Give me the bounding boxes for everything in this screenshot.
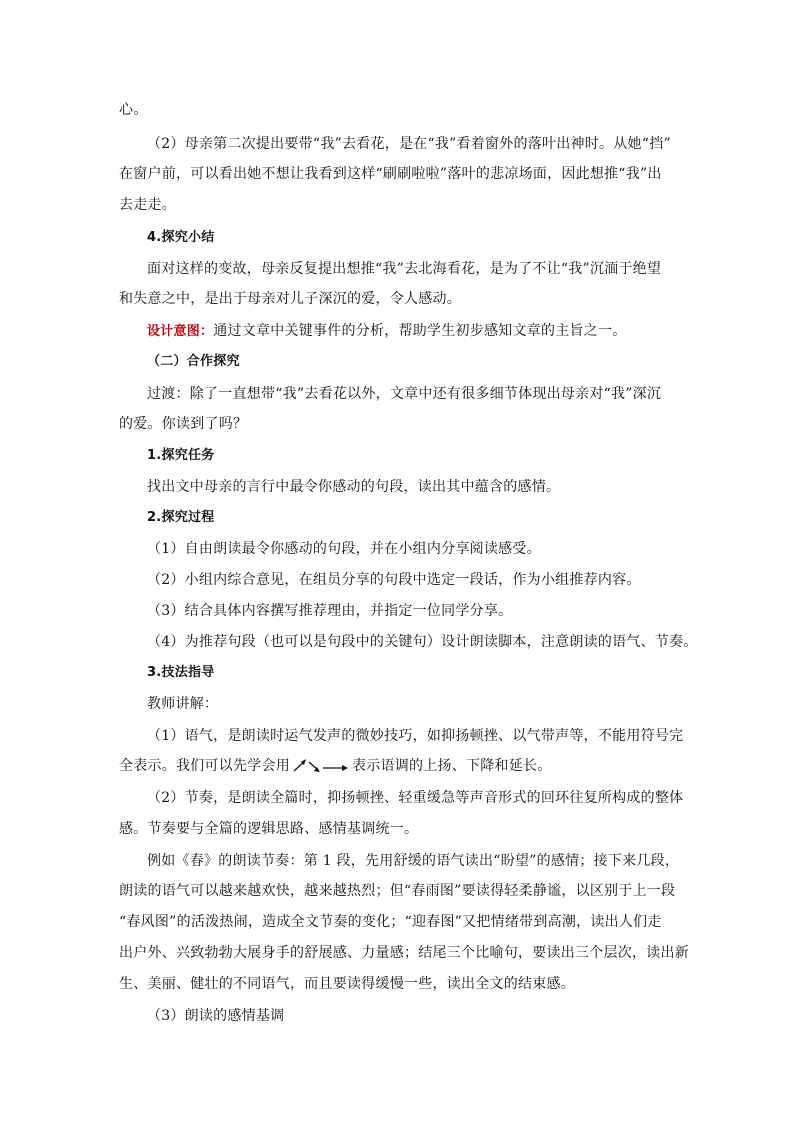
list-item: （3）朗读的感情基调	[147, 1008, 285, 1024]
paragraph-line	[119, 756, 679, 776]
arrow-rise-icon	[294, 759, 306, 771]
paragraph-line: 过渡：除了一直想带“我”去看花以外，文章中还有很多细节体现出母亲对“我”深沉	[147, 386, 662, 402]
list-item: （1）自由朗读最令你感动的句段，并在小组内分享阅读感受。	[147, 541, 541, 557]
intonation-arrows	[292, 756, 350, 776]
section-heading: 1.探究任务	[147, 448, 215, 463]
paragraph-line: 感。节奏要与全篇的逻辑思路、感情基调统一。	[119, 821, 419, 837]
design-intent-text: 通过文章中关键事件的分析，帮助学生初步感知文章的主旨之一。	[213, 323, 627, 339]
paragraph-line: 心。	[119, 102, 148, 118]
arrow-extend-icon	[323, 765, 348, 771]
paragraph-line: 生、美丽、健壮的不同语气，而且要读得缓慢一些，读出全文的结束感。	[119, 976, 575, 992]
paragraph-line: 的爱。你读到了吗？	[119, 416, 248, 432]
paragraph-line: 找出文中母亲的言行中最令你感动的句段，读出其中蕴含的感情。	[147, 479, 561, 495]
paragraph-line: 面对这样的变故，母亲反复提出想推“我”去北海看花，是为了不让“我”沉湎于绝望	[147, 261, 662, 277]
list-item: （4）为推荐句段（也可以是句段中的关键句）设计朗读脚本，注意朗读的语气、节奏。	[147, 634, 698, 650]
paragraph-line: （1）语气，是朗读时运气发声的微妙技巧，如抑扬顿挫、以气带声等，不能用符号完	[147, 728, 684, 744]
paragraph-line: 和失意之中，是出于母亲对儿子深沉的爱，令人感动。	[119, 291, 461, 307]
paragraph-line: 例如《春》的朗读节奏：第 1 段，先用舒缓的语气读出“盼望”的感情；接下来几段，	[147, 853, 680, 869]
list-item: （2）小组内综合意见，在组员分享的句段中选定一段话，作为小组推荐内容。	[147, 572, 641, 588]
paragraph-line: 教师讲解：	[147, 696, 219, 712]
text-fragment: 全表示。我们可以先学会用	[119, 758, 290, 774]
paragraph-line: （2）母亲第二次提出要带“我”去看花，是在“我”看着窗外的落叶出神时。从她“挡”	[147, 136, 671, 152]
design-intent-line	[147, 321, 679, 342]
design-intent-label: 设计意图：	[147, 324, 214, 339]
text-fragment: 表示语调的上扬、下降和延长。	[352, 758, 552, 774]
paragraph-line: 去走走。	[119, 197, 176, 213]
paragraph-line: 朗读的语气可以越来越欢快，越来越热烈；但“春雨图”要读得轻柔静谧，以区别于上一段	[119, 883, 676, 899]
paragraph-line: “春风图”的活泼热闹，造成全文节奏的变化；“迎春图”又把情绪带到高潮，读出人们走	[119, 914, 662, 930]
paragraph-line: 出户外、兴致勃勃大展身手的舒展感、力量感；结尾三个比喻句，要读出三个层次，读出新	[119, 945, 689, 961]
section-heading: 4.探究小结	[147, 230, 215, 245]
paragraph-line: 在窗户前，可以看出她不想让我看到这样“刷刷啦啦”落叶的悲凉场面，因此想推“我”出	[119, 166, 662, 182]
paragraph-line: （2）节奏，是朗读全篇时，抑扬顿挫、轻重缓急等声音形式的回环往复所构成的整体	[147, 790, 684, 806]
section-heading: 3.技法指导	[147, 665, 215, 680]
section-heading: 2.探究过程	[147, 510, 215, 525]
section-heading: （二）合作探究	[147, 354, 240, 369]
list-item: （3）结合具体内容撰写推荐理由，并指定一位同学分享。	[147, 603, 513, 619]
arrow-fall-icon	[309, 762, 320, 772]
